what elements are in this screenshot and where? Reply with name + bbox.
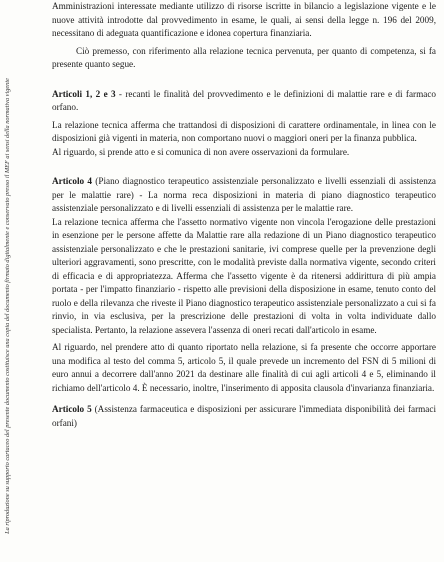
relazione-paragraph: La relazione tecnica afferma che trattandosi di disposizioni di carattere ordinamentale, in linea con le disposizioni già vigenti in materia, non comportano nuovi o maggiori oneri per la finanza pubblica. [52,119,436,143]
section-heading-description: - recanti le finalità del provvedimento e le definizioni di malattie rare e di farmaco orfano. [52,88,436,112]
section-articolo-4 [52,175,436,216]
premise-paragraph: Ciò premesso, con riferimento alla relazione tecnica pervenuta, per quanto di competenza, si fa presente quanto segue. [52,45,436,69]
section-heading-description: (Assistenza farmaceutica e disposizioni per assicurare l'immediata disponibilità dei farmaci orfani) [52,404,436,428]
intro-paragraph: Amministrazioni interessate mediante utilizzo di risorse iscritte in bilancio a legislazione vigente e le nuove attività introdotte dal provvedimento in esame, le quali, ai sensi della legge n. 196 del 2009, necessitano di adeguata quantificazione e idonea copertura finanziaria. [52,1,436,38]
riguardo-paragraph: Al riguardo, nel prendere atto di quanto riportato nella relazione, si fa presente che occorre apportare una modifica al testo del comma 5, articolo 5, il quale prevede un incremento del FSN di 5 milioni di euro annui a decorrere dall'anno 2021 da destinare alle finalità di cui agli articoli 4 e 5, eliminando il richiamo dell'articolo 4. È necessario, inoltre, l'inserimento di apposita clausola d'invarianza finanziaria. [52,342,436,393]
section-heading: Articolo 5 [52,404,92,414]
section-articoli-1-3 [52,88,436,115]
section-articolo-5 [52,403,436,430]
section-heading: Articolo 4 [52,176,93,186]
margin-note: La riproduzione su supporto cartaceo del presente documento costituisce una copia del documento firmato digitalmente e conservato presso il MEF ai sensi della normativa vigente [4,78,11,534]
document-body [52,0,436,430]
section-heading-description: (Piano diagnostico terapeutico assistenziale personalizzato e livelli essenziali di assistenza per le malattie rare) - La norma reca disposizioni in materia di piano diagnostico terapeutico assistenziale personalizzato e di livelli essenziali di assistenza per le malattie rare. [52,176,436,213]
section-heading: Articoli 1, 2 e 3 [52,88,116,99]
relazione-paragraph: La relazione tecnica afferma che l'assetto normativo vigente non vincola l'erogazione delle prestazioni in esenzione per le persone affette da Malattie rare alla redazione di un Piano diagnostico terapeutico assistenziale personalizzato e che le prestazioni sanitarie, ivi comprese quelle per la prevenzione degli ulteriori aggravamenti, sono prescritte, con le modalità previste dalla normativa vigente, secondo criteri di efficacia e di appropriatezza. Afferma che l'assetto vigente è da ritenersi addirittura di più ampia portata - per l'impatto finanziario - rispetto alle previsioni della disposizione in esame, tenuto conto del ruolo e della rilevanza che riveste il Piano diagnostico terapeutico assistenziale personalizzato a cui si fa rinvio, in via esclusiva, per la prescrizione delle prestazioni di volta in volta individuate dallo specialista. Pertanto, la relazione assevera l'assenza di oneri recati dall'articolo in esame. [52,216,436,335]
riguardo-paragraph: Al riguardo, si prende atto e si comunica di non avere osservazioni da formulare. [52,146,350,157]
